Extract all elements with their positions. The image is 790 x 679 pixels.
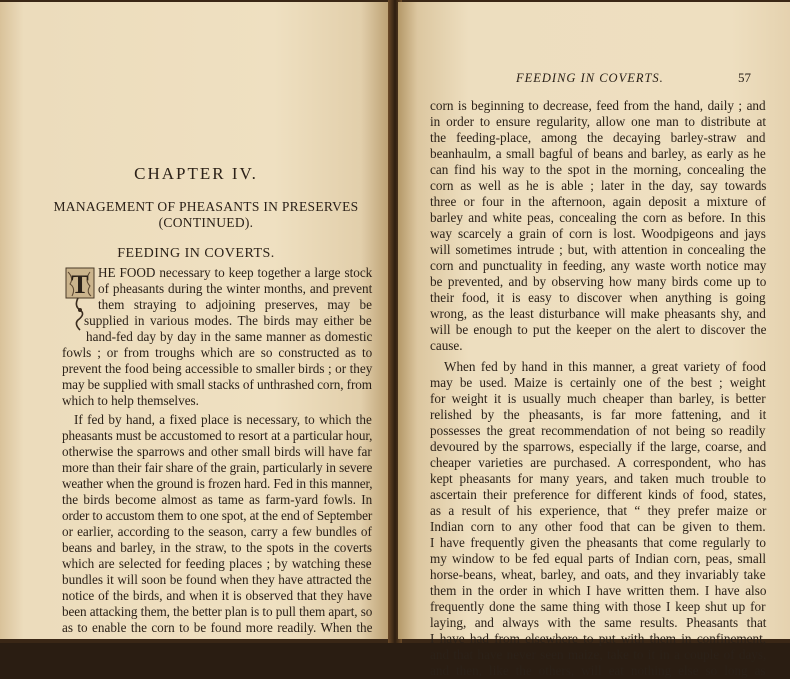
body-line: corn as well as he is able ; later in the day, say towards <box>430 178 767 193</box>
section-title: FEEDING IN COVERTS. <box>117 246 275 261</box>
body-line: my window to be fed equal parts of Indian corn, peas, small <box>430 551 767 566</box>
body-line: been attacking them, the better plan is to pull them apart, so <box>62 604 373 619</box>
subheading-line: MANAGEMENT OF PHEASANTS IN PRESERVES <box>53 199 359 214</box>
body-line: their food, it is easy to discover when anything is going <box>430 290 766 305</box>
body-line: relished by the pheasants, is far more fattening, and it <box>430 407 767 422</box>
body-line: If fed by hand, a fixed place is necessary, to which the <box>74 412 372 427</box>
body-line: HE FOOD necessary to keep together a large stock <box>98 265 373 280</box>
page-number: 57 <box>738 70 751 85</box>
body-line: in order to ensure regularity, allow one man to distribute at <box>430 114 767 129</box>
body-line: three or four in the afternoon, again deposit a mixture of <box>430 194 766 209</box>
body-line: corn is beginning to decrease, feed from the hand, daily ; and <box>430 98 766 113</box>
body-line: can find his way to the spot in the morning, concealing the <box>430 162 767 177</box>
body-line: frequently done the same thing with those I keep shut up for <box>430 599 766 614</box>
body-line: them straying to adjoining preserves, may be <box>98 297 372 312</box>
subheading-line: (CONTINUED). <box>158 215 254 230</box>
body-line: be prevented, and by observing how many birds come up to <box>430 274 767 289</box>
body-line: them in the order in which I have written them. I have also <box>430 583 767 598</box>
body-line: When fed by hand in this manner, a great variety of food <box>444 359 767 374</box>
body-line: which to help themselves. <box>62 393 199 408</box>
body-line: cheaper varieties are purchased. A correspondent, who has <box>430 455 766 470</box>
body-line: Indian corn to any other food that can be given to them. <box>430 519 766 534</box>
body-line: corn and punctuality in feeding, any waste worth notice may <box>430 258 767 273</box>
body-line: may be used. Maize is certainly one of the best ; weight <box>430 375 766 390</box>
body-line: as a result of his experience, that “ they prefer maize or <box>430 503 767 518</box>
body-line: otherwise the sparrows and other small birds will have far <box>62 444 372 459</box>
drop-cap-letter: T <box>71 270 89 299</box>
body-line: possesses the great recommendation of not being so readily <box>430 423 766 438</box>
body-line: beanhaulm, a small bagful of beans and barley, as early as he <box>430 146 766 161</box>
body-line: I have had from elsewhere to put with them in confinement, <box>430 631 767 646</box>
body-line: may be supplied with small stacks of unthrashed corn, from <box>62 377 372 392</box>
body-line: and then, like the others, will eat nothing else so long as <box>430 663 766 678</box>
body-line: cause. <box>430 338 463 353</box>
body-line: order to accustom them to one spot, at the end of September <box>62 508 373 523</box>
chapter-heading: CHAPTER IV. <box>134 164 258 183</box>
right-page <box>398 2 790 678</box>
body-line: notice of the birds, and when it is observed that they have <box>62 588 372 603</box>
body-line: of pheasants during the winter months, and prevent <box>98 281 373 296</box>
body-line: bundles it will soon be found when they have attracted the <box>62 572 372 587</box>
body-line: kept pheasants for many years, and taken much trouble to <box>430 471 766 486</box>
body-line: ascertain their preference for different kinds of food, states, <box>430 487 767 502</box>
body-line: and that have never seen maize, take to it in a couple of days, <box>430 647 767 662</box>
chapter-subheading <box>40 199 372 231</box>
body-line: laying, and always with the same results. Pheasants that <box>430 615 767 630</box>
body-line: hand-fed day by day in the same manner as domestic <box>86 329 373 344</box>
running-head: FEEDING IN COVERTS. <box>516 71 664 85</box>
body-line: beans and barley, in the straw, to the spots in the coverts <box>62 540 373 555</box>
body-line: as to enable the corn to be found more readily. When the <box>62 620 373 635</box>
body-line: the feeding-place, among the decaying barley-straw and <box>430 130 766 145</box>
body-line: way scarcely a grain of corn is lost. Woodpigeons and jays <box>430 226 766 241</box>
body-line: or earlier, according to the season, carry a few bundles of <box>62 524 372 539</box>
body-line: will sometimes intrude ; but, with attention in concealing the <box>430 242 766 257</box>
body-line: the birds become almost as tame as farm-yard fowls. In <box>62 492 373 507</box>
body-line: I have frequently given the pheasants that come regularly to <box>430 535 767 550</box>
body-line: prevent the food being accessible to smaller birds ; or they <box>62 361 373 376</box>
body-line: pheasants must be accustomed to resort at a particular hour, <box>62 428 373 443</box>
left-page <box>0 2 392 639</box>
body-line: fowls ; or from troughs which are so constructed as to <box>62 345 373 360</box>
body-line: which are selected for feeding places ; by watching these <box>62 556 372 571</box>
body-line: barley and white peas, concealing the corn as before. In this <box>430 210 766 225</box>
body-line: weather when the ground is frozen hard. Fed in this manner, <box>62 476 373 491</box>
body-line: devoured by the sparrows, especially if the large, coarse, and <box>430 439 767 454</box>
body-line: will be enough to put the keeper on the alert to discover the <box>430 322 767 337</box>
body-line: wrong, as the least disturbance will make pheasants shy, and <box>430 306 766 321</box>
body-line: supplied in various modes. The birds may either be <box>84 313 372 328</box>
body-line: for weight it is usually much cheaper than barley, is better <box>430 391 766 406</box>
body-line: more than their fair share of the grain, particularly in severe <box>62 460 373 475</box>
body-line: horse-beans, wheat, barley, and oats, and they invariably take <box>430 567 766 582</box>
